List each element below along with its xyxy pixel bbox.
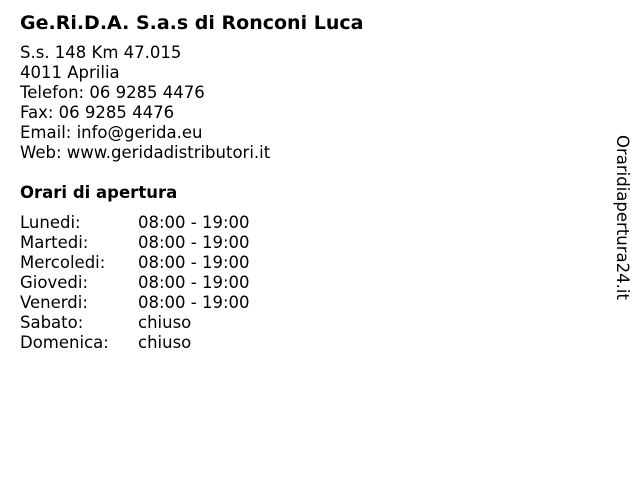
hours-row-tuesday [20, 233, 320, 253]
day-label: Lunedi: [20, 213, 81, 232]
time-value: chiuso [138, 313, 192, 332]
email-line: Email: info@gerida.eu [20, 123, 203, 142]
time-value: 08:00 - 19:00 [138, 273, 250, 292]
hours-row-sunday [20, 333, 320, 353]
web-line: Web: www.geridadistributori.it [20, 143, 271, 162]
opening-hours-list [20, 213, 320, 353]
hours-row-thursday [20, 273, 320, 293]
fax-line: Fax: 06 9285 4476 [20, 103, 175, 122]
time-value: chiuso [138, 333, 192, 352]
hours-row-wednesday [20, 253, 320, 273]
contact-block [20, 43, 270, 163]
time-value: 08:00 - 19:00 [138, 293, 250, 312]
time-value: 08:00 - 19:00 [138, 253, 250, 272]
business-name: Ge.Ri.D.A. S.a.s di Ronconi Luca [20, 12, 364, 34]
address-city: 4011 Aprilia [20, 63, 120, 82]
time-value: 08:00 - 19:00 [138, 213, 250, 232]
hours-row-monday [20, 213, 320, 233]
day-label: Domenica: [20, 333, 109, 352]
hours-row-saturday [20, 313, 320, 333]
day-label: Sabato: [20, 313, 84, 332]
day-label: Martedi: [20, 233, 89, 252]
phone-line: Telefon: 06 9285 4476 [20, 83, 205, 102]
day-label: Giovedi: [20, 273, 88, 292]
site-watermark: Oraridiapertura24.it [613, 135, 632, 300]
day-label: Venerdi: [20, 293, 88, 312]
opening-hours-heading: Orari di apertura [20, 183, 178, 202]
hours-row-friday [20, 293, 320, 313]
time-value: 08:00 - 19:00 [138, 233, 250, 252]
day-label: Mercoledi: [20, 253, 106, 272]
address-street: S.s. 148 Km 47.015 [20, 43, 182, 62]
